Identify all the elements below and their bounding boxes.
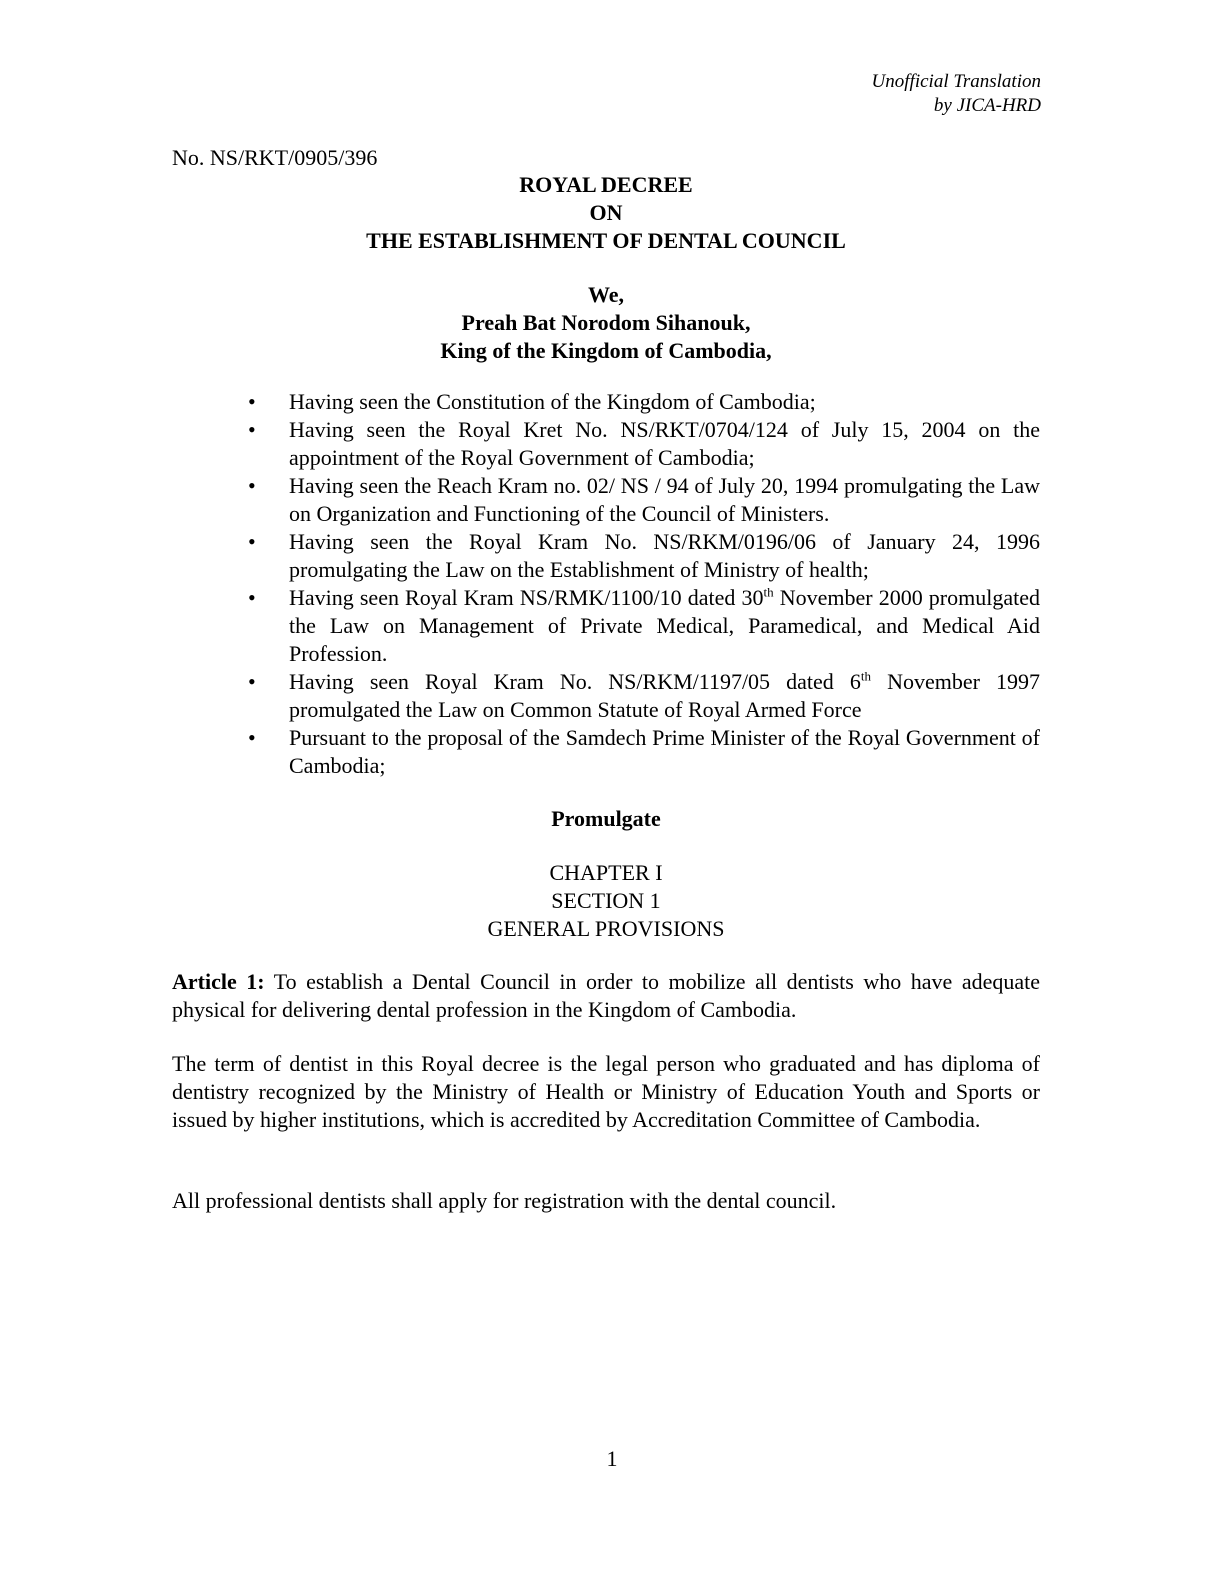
ordinal-suffix: th [860,668,871,684]
article-1 [172,968,1040,1024]
article-1-label: Article 1: [172,969,265,994]
registration-paragraph: All professional dentists shall apply for registration with the dental council. [172,1188,837,1213]
recital-item [172,724,1040,780]
recital-item [172,472,1040,528]
recital-text: Pursuant to the proposal of the Samdech Prime Minister of the Royal Government of Cambodia; [289,725,1040,778]
bullet-icon: • [248,389,256,414]
recital-text: Having seen the Constitution of the Kingdom of Cambodia; [289,389,816,414]
decree-number: No. NS/RKT/0905/396 [172,145,378,170]
recital-text-before: Having seen Royal Kram No. NS/RKM/1197/05 dated 6 [289,669,861,694]
chapter-line2: SECTION 1 [551,888,661,913]
page-number: 1 [606,1446,618,1471]
ordinal-suffix: th [763,584,774,600]
title-line1: ROYAL DECREE [519,172,693,197]
article-1-text: To establish a Dental Council in order to mobilize all dentists who have adequate physical for delivering dental profession in the Kingdom of Cambodia. [172,969,1040,1022]
bullet-icon: • [248,585,256,610]
dentist-definition-paragraph: The term of dentist in this Royal decree is the legal person who graduated and has diploma of dentistry recognized by the Ministry of Health or Ministry of Education Youth and Sports or issued by higher institutions, which is accredited by Accreditation Committee of Cambodia. [172,1051,1040,1132]
recital-item [172,416,1040,472]
chapter-heading [172,859,1040,943]
document-title [172,171,1040,255]
recital-text: Having seen the Reach Kram no. 02/ NS / 94 of July 20, 1994 promulgating the Law on Organization and Functioning of the Council of Ministers. [289,473,1040,526]
preamble-line2: Preah Bat Norodom Sihanouk, [461,310,751,335]
recital-item [172,388,1040,416]
recital-item [172,584,1040,668]
chapter-line1: CHAPTER I [549,860,663,885]
translation-note-line2: by JICA-HRD [933,95,1041,116]
recital-text-after: November 2000 promulgated the Law on Management of Private Medical, Paramedical, and Medical Aid Profession. [289,585,1040,666]
bullet-icon: • [248,529,256,554]
title-line3: THE ESTABLISHMENT OF DENTAL COUNCIL [366,228,846,253]
promulgate-heading: Promulgate [551,806,661,831]
bullet-icon: • [248,417,256,442]
recital-text: Having seen the Royal Kret No. NS/RKT/0704/124 of July 15, 2004 on the appointment of the Royal Government of Cambodia; [289,417,1040,470]
recital-item [172,528,1040,584]
recital-text-after: November 1997 promulgated the Law on Common Statute of Royal Armed Force [289,669,1040,722]
recitals-list [172,388,1040,780]
title-line2: ON [589,200,623,225]
preamble [172,281,1040,365]
preamble-line1: We, [587,282,625,307]
translation-note-line1: Unofficial Translation [871,71,1041,92]
chapter-line3: GENERAL PROVISIONS [487,916,725,941]
recital-item [172,668,1040,724]
recital-text-before: Having seen Royal Kram NS/RMK/1100/10 dated 30 [289,585,764,610]
bullet-icon: • [248,473,256,498]
recital-text: Having seen the Royal Kram No. NS/RKM/0196/06 of January 24, 1996 promulgating the Law on the Establishment of Ministry of health; [289,529,1040,582]
preamble-line3: King of the Kingdom of Cambodia, [440,338,772,363]
bullet-icon: • [248,725,256,750]
translation-note [872,70,1041,118]
bullet-icon: • [248,669,256,694]
